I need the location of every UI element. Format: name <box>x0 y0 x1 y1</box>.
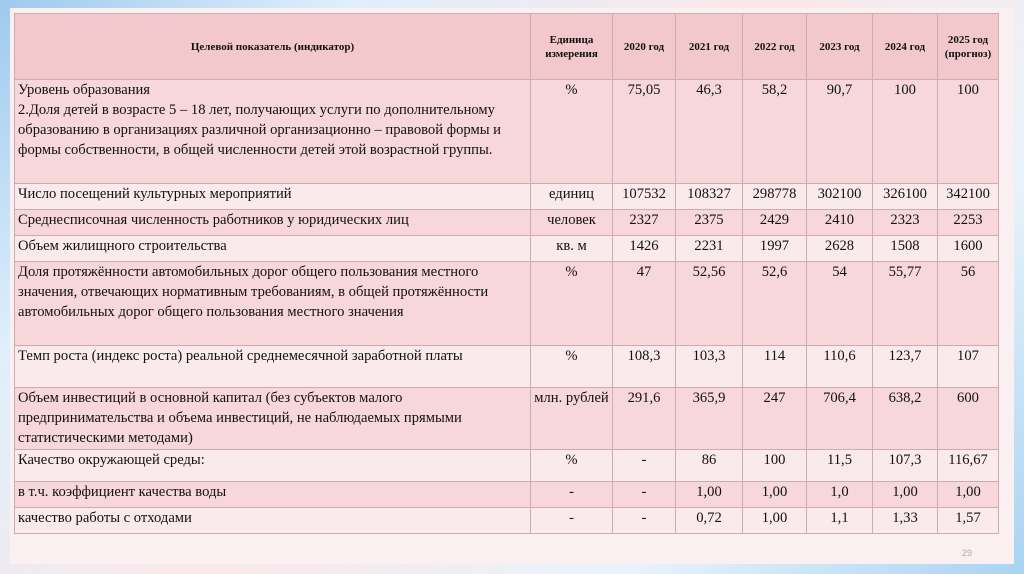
header-year-2023: 2023 год <box>807 14 873 80</box>
value-cell: 2375 <box>676 210 743 236</box>
value-cell: 326100 <box>873 184 938 210</box>
value-cell: 291,6 <box>613 388 676 450</box>
value-cell: 0,72 <box>676 508 743 534</box>
value-cell: 47 <box>613 262 676 346</box>
value-cell: 46,3 <box>676 80 743 184</box>
value-cell: 1426 <box>613 236 676 262</box>
value-cell: 54 <box>807 262 873 346</box>
table-row <box>15 482 999 508</box>
value-cell: 110,6 <box>807 346 873 388</box>
indicator-cell: качество работы с отходами <box>15 508 531 534</box>
value-cell: 2410 <box>807 210 873 236</box>
value-cell: 86 <box>676 450 743 482</box>
value-cell: 116,67 <box>938 450 999 482</box>
indicator-cell: Темп роста (индекс роста) реальной среднемесячной заработной платы <box>15 346 531 388</box>
value-cell: 56 <box>938 262 999 346</box>
value-cell: 302100 <box>807 184 873 210</box>
value-cell: 365,9 <box>676 388 743 450</box>
unit-cell: % <box>531 346 613 388</box>
value-cell: 108327 <box>676 184 743 210</box>
value-cell: 90,7 <box>807 80 873 184</box>
indicator-cell: Среднесписочная численность работников у юридических лиц <box>15 210 531 236</box>
value-cell: 1,00 <box>743 482 807 508</box>
value-cell: 2231 <box>676 236 743 262</box>
value-cell: 75,05 <box>613 80 676 184</box>
page-number: 29 <box>961 548 972 558</box>
indicator-cell: Уровень образования 2.Доля детей в возрасте 5 – 18 лет, получающих услуги по дополнительному образованию в организациях различной организационно – правовой формы и формы собственности, в общей численности детей этой возрастной группы. <box>15 80 531 184</box>
value-cell: 1997 <box>743 236 807 262</box>
value-cell: 2327 <box>613 210 676 236</box>
value-cell: 52,56 <box>676 262 743 346</box>
table-row <box>15 450 999 482</box>
value-cell: 1,00 <box>743 508 807 534</box>
value-cell: 11,5 <box>807 450 873 482</box>
value-cell: 1,33 <box>873 508 938 534</box>
table-row <box>15 388 999 450</box>
unit-cell: человек <box>531 210 613 236</box>
header-year-2022: 2022 год <box>743 14 807 80</box>
value-cell: 1,00 <box>873 482 938 508</box>
value-cell: 298778 <box>743 184 807 210</box>
indicator-cell: Объем инвестиций в основной капитал (без субъектов малого предпринимательства и объема инвестиций, не наблюдаемых прямыми статистическими методами) <box>15 388 531 450</box>
indicators-table <box>14 13 999 534</box>
value-cell: 247 <box>743 388 807 450</box>
value-cell: 2253 <box>938 210 999 236</box>
value-cell: 706,4 <box>807 388 873 450</box>
unit-cell: - <box>531 508 613 534</box>
value-cell: 600 <box>938 388 999 450</box>
value-cell: 108,3 <box>613 346 676 388</box>
value-cell: 107532 <box>613 184 676 210</box>
unit-cell: - <box>531 482 613 508</box>
indicator-cell: в т.ч. коэффициент качества воды <box>15 482 531 508</box>
header-year-2024: 2024 год <box>873 14 938 80</box>
table-row <box>15 184 999 210</box>
unit-cell: кв. м <box>531 236 613 262</box>
value-cell: 2628 <box>807 236 873 262</box>
value-cell: - <box>613 450 676 482</box>
table-row <box>15 210 999 236</box>
header-year-2021: 2021 год <box>676 14 743 80</box>
value-cell: 342100 <box>938 184 999 210</box>
value-cell: 1,1 <box>807 508 873 534</box>
value-cell: 107 <box>938 346 999 388</box>
table-row <box>15 508 999 534</box>
value-cell: 103,3 <box>676 346 743 388</box>
unit-cell: % <box>531 262 613 346</box>
table-row <box>15 236 999 262</box>
value-cell: 100 <box>743 450 807 482</box>
table-row <box>15 346 999 388</box>
header-indicator: Целевой показатель (индикатор) <box>15 14 531 80</box>
value-cell: 123,7 <box>873 346 938 388</box>
value-cell: 100 <box>938 80 999 184</box>
value-cell: - <box>613 508 676 534</box>
table-row <box>15 262 999 346</box>
value-cell: 55,77 <box>873 262 938 346</box>
value-cell: 1,0 <box>807 482 873 508</box>
value-cell: 2429 <box>743 210 807 236</box>
value-cell: 100 <box>873 80 938 184</box>
indicator-cell: Объем жилищного строительства <box>15 236 531 262</box>
value-cell: 58,2 <box>743 80 807 184</box>
indicator-cell: Доля протяжённости автомобильных дорог общего пользования местного значения, отвечающих нормативным требованиям, в общей протяжённости автомобильных дорог общего пользования местного значения <box>15 262 531 346</box>
header-year-2025: 2025 год (прогноз) <box>938 14 999 80</box>
value-cell: 52,6 <box>743 262 807 346</box>
value-cell: 1508 <box>873 236 938 262</box>
value-cell: 114 <box>743 346 807 388</box>
unit-cell: единиц <box>531 184 613 210</box>
indicator-cell: Число посещений культурных мероприятий <box>15 184 531 210</box>
value-cell: 107,3 <box>873 450 938 482</box>
header-unit: Единица измерения <box>531 14 613 80</box>
indicator-cell: Качество окружающей среды: <box>15 450 531 482</box>
unit-cell: % <box>531 450 613 482</box>
unit-cell: млн. рублей <box>531 388 613 450</box>
value-cell: - <box>613 482 676 508</box>
value-cell: 1600 <box>938 236 999 262</box>
table-row <box>15 80 999 184</box>
value-cell: 1,00 <box>676 482 743 508</box>
unit-cell: % <box>531 80 613 184</box>
table-header-row <box>15 14 999 80</box>
header-year-2020: 2020 год <box>613 14 676 80</box>
value-cell: 1,00 <box>938 482 999 508</box>
value-cell: 1,57 <box>938 508 999 534</box>
value-cell: 638,2 <box>873 388 938 450</box>
value-cell: 2323 <box>873 210 938 236</box>
